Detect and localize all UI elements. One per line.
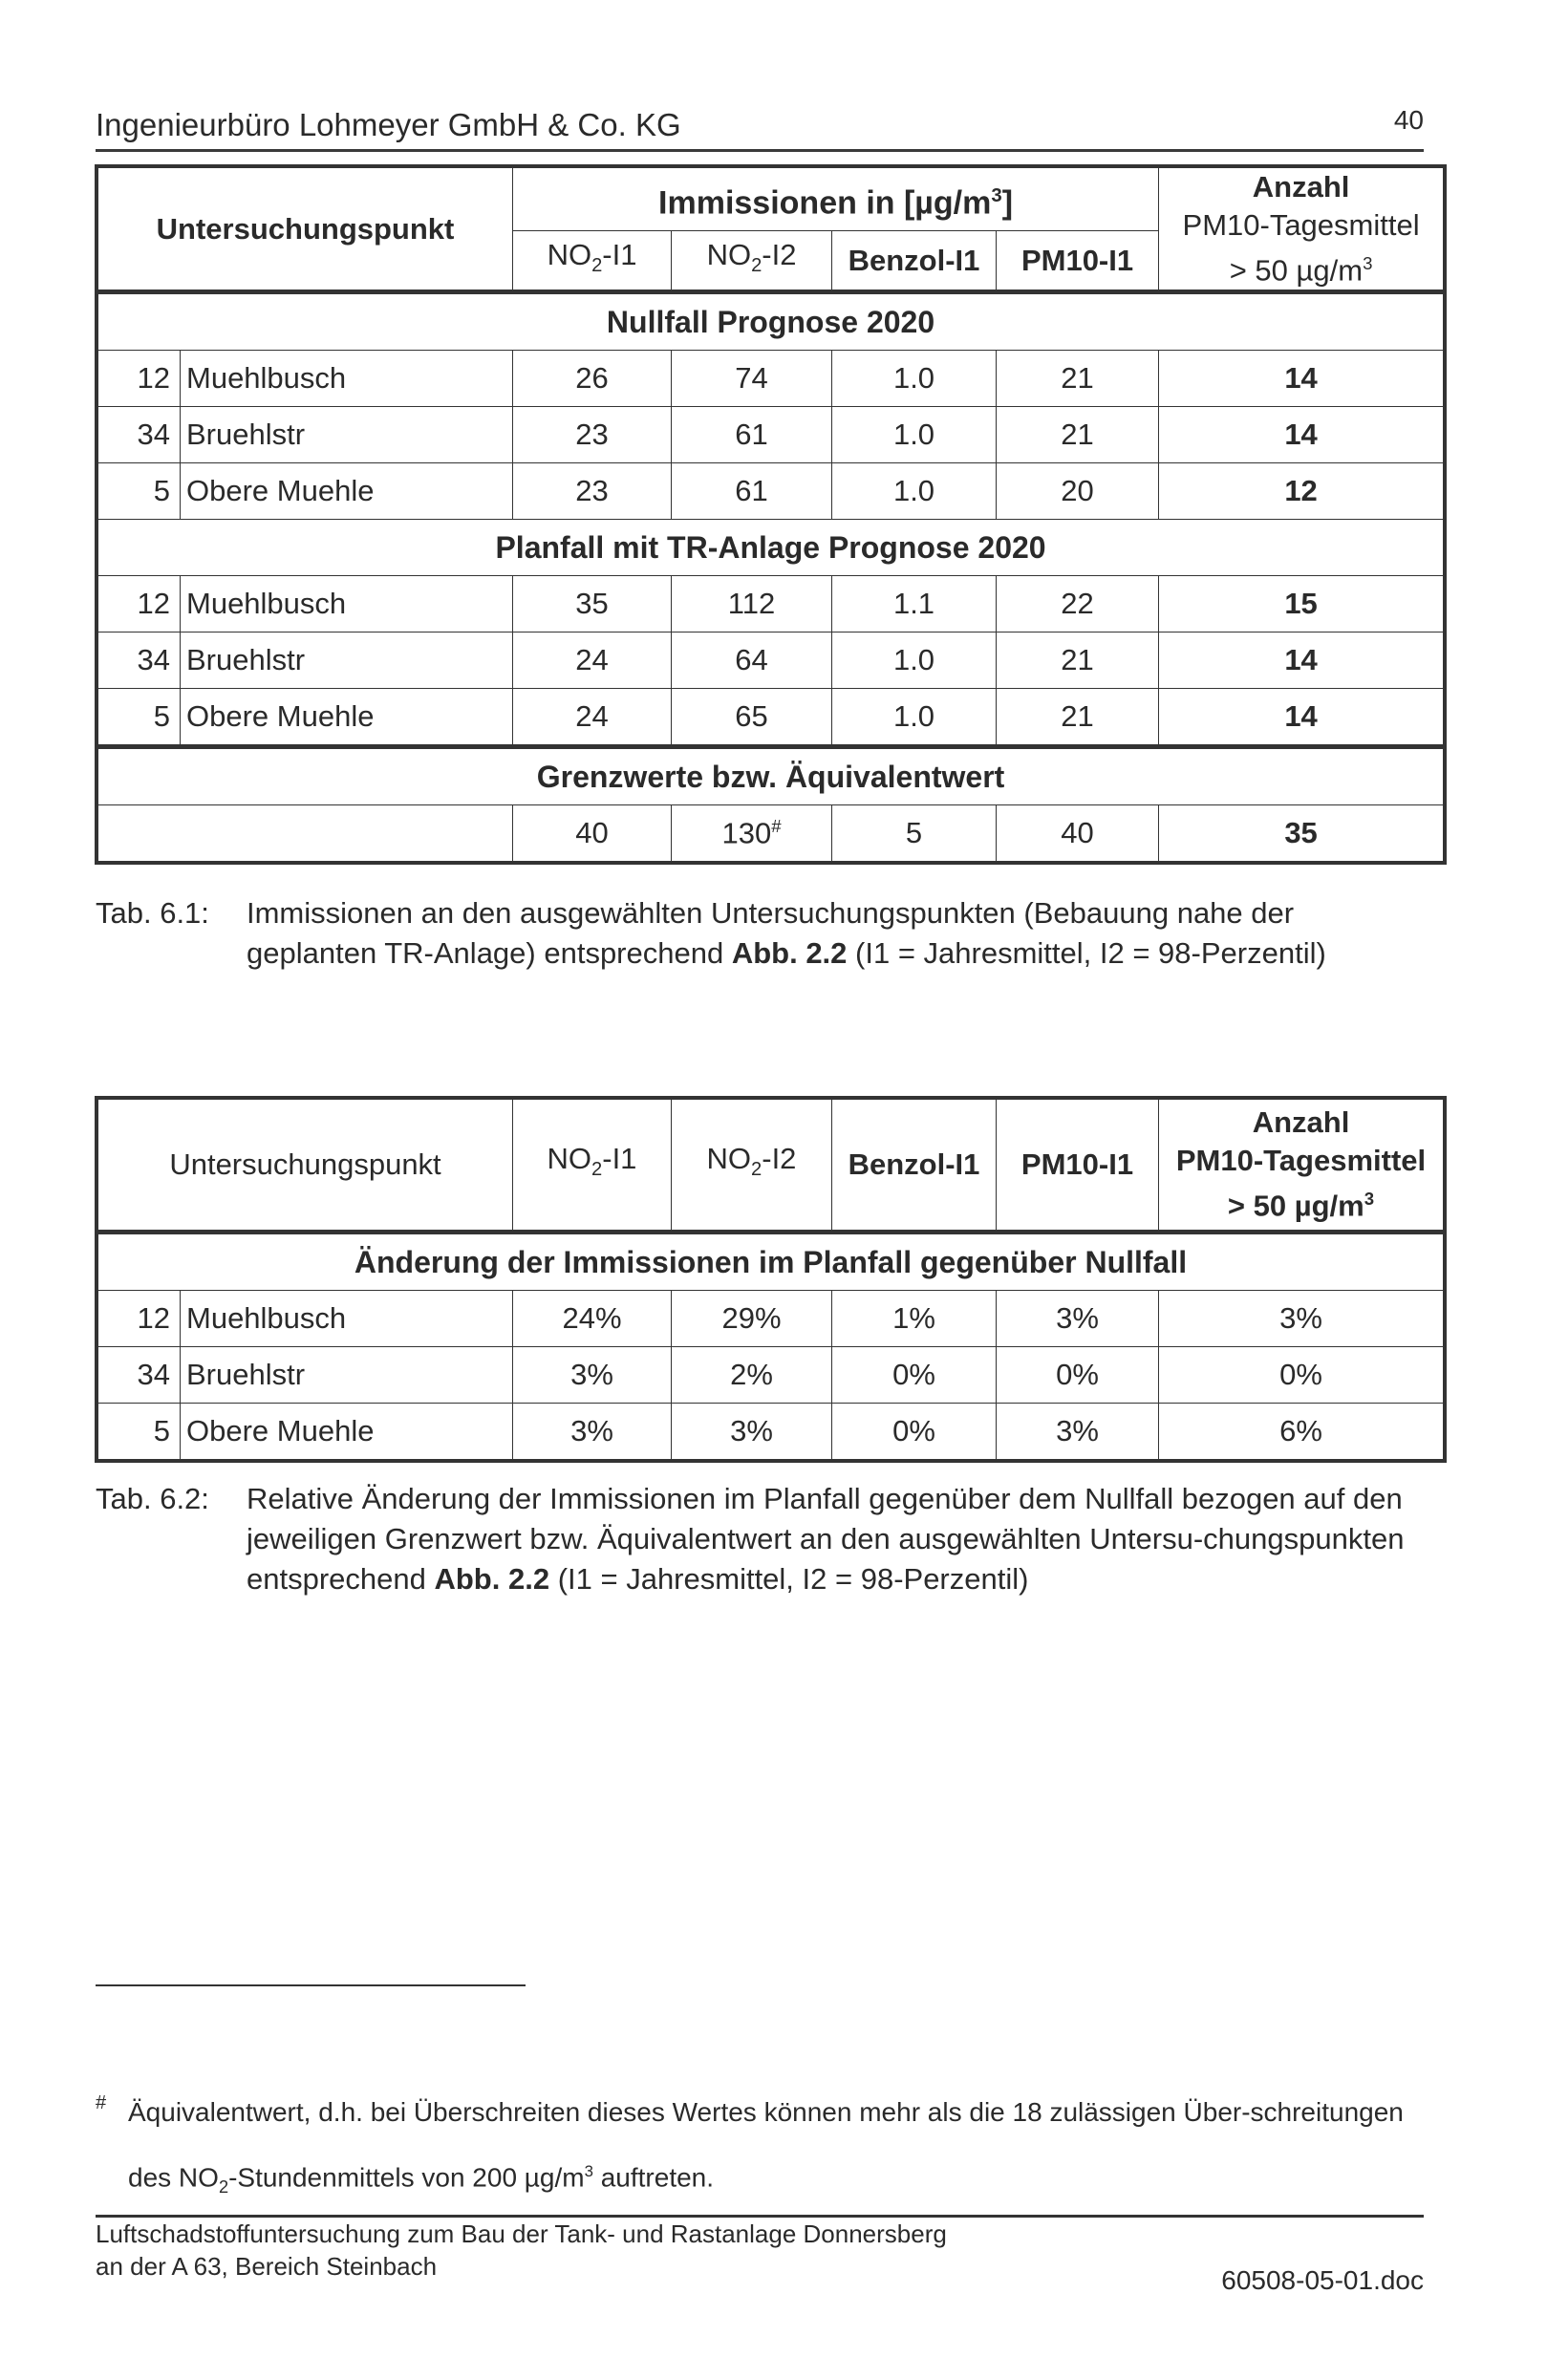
table-row: 5 Obere Muehle 3% 3% 0% 3% 6% — [98, 1404, 1444, 1460]
footnote-divider — [96, 1984, 526, 1986]
col-header-benzol-i1: Benzol-I1 — [832, 231, 997, 292]
table-row: 34 Bruehlstr 3% 2% 0% 0% 0% — [98, 1347, 1444, 1404]
table-relative-change — [97, 1099, 1444, 1460]
table-row: 12 Muehlbusch 24% 29% 1% 3% 3% — [98, 1291, 1444, 1347]
col-header-no2-i1: $NO_2-I1$ — [513, 231, 672, 292]
page-header — [96, 86, 1424, 152]
section-title-limits: Grenzwerte bzw. Äquivalentwert — [98, 747, 1444, 805]
footer-subtitle: an der A 63, Bereich Steinbach — [96, 2252, 438, 2281]
section-title-planfall: Planfall mit TR-Anlage Prognose 2020 — [98, 520, 1444, 576]
col-header-no2-i2: $NO_2-I2$ — [672, 231, 832, 292]
col-header-point: Untersuchungspunkt — [98, 168, 513, 292]
company-name: Ingenieurbüro Lohmeyer GmbH & Co. KG — [96, 107, 681, 142]
caption-table-6-1: Tab. 6.1: Immissionen an den ausgewählten Untersuchungspunkten (Bebauung nahe der geplanten TR-Anlage) entsprechend Abb. 2.2 (I1 = Jahresmittel, I2 = 98-Perzentil) — [96, 896, 1326, 970]
table-immissions — [97, 167, 1444, 862]
col-header-immissions: Immissionen in $[\mu g/m^3]$ — [513, 168, 1159, 231]
table-row: 12 Muehlbusch 35 112 1.1 22 15 — [98, 576, 1444, 633]
caption-table-6-2: Tab. 6.2: Relative Änderung der Immissionen im Planfall gegenüber dem Nullfall bezogen auf den jeweiligen Grenzwert bzw. Äquivalentwert an den ausgewählten Untersu-chungspunkten entsprechend Abb. 2.2 (I1 = Jahresmittel, I2 = 98-Perzentil) — [96, 1482, 1405, 1596]
table-row: 34 Bruehlstr 24 64 1.0 21 14 — [98, 633, 1444, 689]
footer-doc-id: 60508-05-01.doc — [1221, 2265, 1424, 2295]
col-header-benzol-i1: Benzol-I1 — [832, 1100, 997, 1233]
table-row: 12 Muehlbusch 26 74 1.0 21 14 — [98, 351, 1444, 407]
col-header-no2-i2: $NO_2-I2$ — [672, 1100, 832, 1233]
page-number: 40 — [1393, 105, 1424, 135]
col-header-count: Anzahl PM10-Tagesmittel > 50 $\mu g/m^3$ — [1159, 168, 1444, 292]
section-title-nullfall: Nullfall Prognose 2020 — [98, 292, 1444, 351]
footer-title: Luftschadstoffuntersuchung zum Bau der Tank- und Rastanlage Donnersberg — [96, 2219, 947, 2248]
col-header-count: Anzahl PM10-Tagesmittel > 50 $\mu g/m^3$ — [1159, 1100, 1444, 1233]
col-header-pm10-i1: PM10-I1 — [997, 1100, 1159, 1233]
col-header-no2-i1: $NO_2-I1$ — [513, 1100, 672, 1233]
table-row: 5 Obere Muehle 23 61 1.0 20 12 — [98, 463, 1444, 520]
table-row: 34 Bruehlstr 23 61 1.0 21 14 — [98, 407, 1444, 463]
footnote: # Äquivalentwert, d.h. bei Überschreiten dieses Wertes können mehr als die 18 zulässigen Über-schreitungen des $NO_2$-Stundenmittels von 200 $\mu g/m^3$ auftreten. — [96, 2092, 1404, 2197]
section-title-change: Änderung der Immissionen im Planfall gegenüber Nullfall — [98, 1233, 1444, 1291]
page-footer — [96, 2215, 1424, 2295]
limits-row: 40 130# 5 40 35 — [98, 805, 1444, 862]
table-row: 5 Obere Muehle 24 65 1.0 21 14 — [98, 689, 1444, 747]
col-header-pm10-i1: PM10-I1 — [997, 231, 1159, 292]
col-header-point: Untersuchungspunkt — [98, 1100, 513, 1233]
